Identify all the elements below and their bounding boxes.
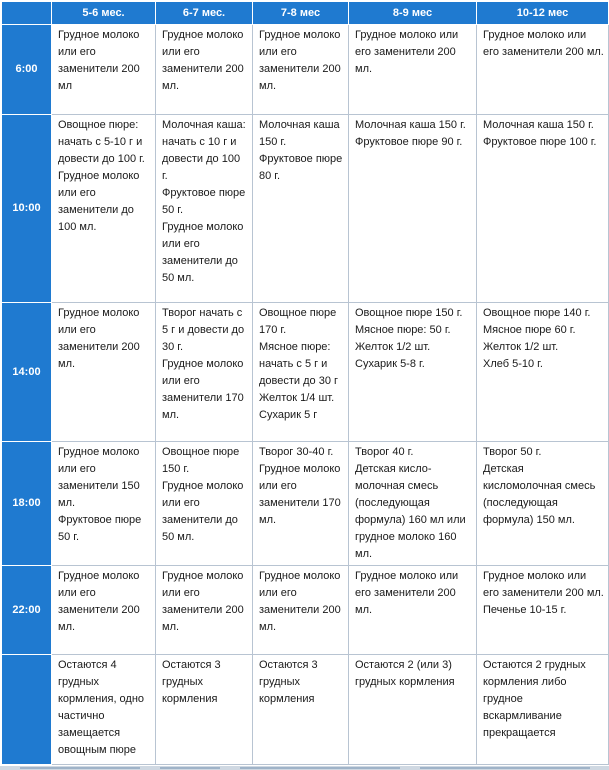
meal-cell (253, 442, 349, 566)
meal-item-text: Овощное пюре 150 г. (355, 307, 463, 319)
meal-item-text: Грудное молоко или его заменители 200 мл. (58, 570, 140, 633)
meal-item-text: Детская кисло-молочная смесь (последующая формула) 160 мл или грудное молоко 160 мл. (355, 463, 466, 560)
meal-cell (477, 303, 609, 442)
meal-cell (349, 115, 477, 303)
meal-cell (156, 442, 253, 566)
meal-item-text: Остаются 3 грудных кормления (162, 659, 221, 705)
meal-item-text: Мясное пюре 60 г. (483, 324, 576, 336)
meal-item-text: Грудное молоко или его заменители 200 мл (58, 29, 140, 92)
meal-item-text: Сухарик 5 г (259, 409, 318, 421)
time-cell: 14:00 (2, 303, 52, 442)
time-cell (2, 655, 52, 765)
meal-item-text: Грудное молоко или его заменители до 100 мл. (58, 170, 140, 233)
meal-item-text: Грудное молоко или его заменители 150 мл. (58, 446, 140, 509)
meal-item-text: Остаются 2 (или 3) грудных кормления (355, 659, 455, 688)
meal-item-text: Желток 1/2 шт. (355, 341, 431, 353)
meal-item-text: Остаются 4 грудных кормления, одно частично замещается овощным пюре (58, 659, 145, 756)
schedule-row (2, 655, 609, 765)
feeding-schedule-table (1, 1, 609, 765)
meal-item-text: Молочная каша 150 г. (355, 119, 466, 131)
divider-segment (240, 767, 400, 769)
meal-item-text: Грудное молоко или его заменители 170 мл. (162, 358, 244, 421)
meal-item-text: Творог 50 г. (483, 446, 542, 458)
divider-segment (420, 767, 590, 769)
meal-cell (477, 442, 609, 566)
meal-item-text: Желток 1/4 шт. (259, 392, 335, 404)
meal-item-text: Печенье 10-15 г. (483, 604, 567, 616)
meal-item-text: Желток 1/2 шт. (483, 341, 559, 353)
meal-item-text: Овощное пюре 170 г. (259, 307, 337, 336)
divider-segment (160, 767, 220, 769)
meal-cell (253, 655, 349, 765)
meal-cell (253, 566, 349, 655)
meal-cell (52, 442, 156, 566)
meal-item-text: Овощное пюре 150 г. (162, 446, 240, 475)
age-header-6-7: 6-7 мес. (156, 2, 253, 25)
meal-item-text: Остаются 2 грудных кормления либо грудное вскармливание прекращается (483, 659, 586, 739)
meal-item-text: Молочная каша 150 г. (483, 119, 594, 131)
age-header-8-9: 8-9 мес (349, 2, 477, 25)
meal-cell (477, 25, 609, 115)
meal-item-text: Грудное молоко или его заменители до 50 мл. (162, 480, 244, 543)
table-body (2, 25, 609, 765)
meal-cell (477, 115, 609, 303)
meal-item-text: Фруктовое пюре 80 г. (259, 153, 343, 182)
meal-cell (52, 303, 156, 442)
meal-item-text: Грудное молоко или его заменители 200 мл. (259, 570, 341, 633)
meal-item-text: Грудное молоко или его заменители 200 мл. (355, 29, 459, 75)
meal-item-text: Овощное пюре 140 г. (483, 307, 591, 319)
age-header-5-6: 5-6 мес. (52, 2, 156, 25)
meal-item-text: Фруктовое пюре 50 г. (58, 514, 142, 543)
meal-item-text: Фруктовое пюре 100 г. (483, 136, 597, 148)
meal-item-text: Молочная каша: начать с 10 г и довести до 100 г. (162, 119, 246, 182)
meal-item-text: Фруктовое пюре 90 г. (355, 136, 463, 148)
meal-item-text: Фруктовое пюре 50 г. (162, 187, 246, 216)
meal-item-text: Грудное молоко или его заменители до 50 мл. (162, 221, 244, 284)
meal-cell (156, 655, 253, 765)
schedule-row (2, 442, 609, 566)
meal-cell (52, 655, 156, 765)
meal-item-text: Грудное молоко или его заменители 200 мл. (58, 307, 140, 370)
schedule-row (2, 115, 609, 303)
meal-item-text: Молочная каша 150 г. (259, 119, 340, 148)
meal-cell (52, 25, 156, 115)
meal-cell (349, 303, 477, 442)
header-row (2, 2, 609, 25)
schedule-row (2, 566, 609, 655)
meal-item-text: Остаются 3 грудных кормления (259, 659, 318, 705)
meal-cell (349, 566, 477, 655)
meal-cell (253, 303, 349, 442)
meal-cell (349, 655, 477, 765)
meal-cell (156, 25, 253, 115)
meal-cell (349, 442, 477, 566)
meal-item-text: Творог 30-40 г. (259, 446, 334, 458)
time-cell: 6:00 (2, 25, 52, 115)
meal-cell (349, 25, 477, 115)
meal-cell (52, 115, 156, 303)
meal-item-text: Грудное молоко или его заменители 200 мл. (162, 570, 244, 633)
meal-item-text: Грудное молоко или его заменители 200 мл. (162, 29, 244, 92)
meal-cell (156, 566, 253, 655)
meal-item-text: Мясное пюре: 50 г. (355, 324, 451, 336)
table-header (2, 2, 609, 25)
meal-cell (253, 25, 349, 115)
meal-item-text: Творог начать с 5 г и довести до 30 г. (162, 307, 245, 353)
time-cell: 10:00 (2, 115, 52, 303)
meal-cell (52, 566, 156, 655)
age-header-10-12: 10-12 мес (477, 2, 609, 25)
meal-item-text: Детская кисломолочная смесь (последующая формула) 150 мл. (483, 463, 596, 526)
meal-cell (156, 115, 253, 303)
meal-item-text: Грудное молоко или его заменители 200 мл. (259, 29, 341, 92)
schedule-row (2, 25, 609, 115)
meal-item-text: Грудное молоко или его заменители 170 мл. (259, 463, 341, 526)
header-corner-cell (2, 2, 52, 25)
divider-segment (20, 767, 140, 769)
meal-item-text: Творог 40 г. (355, 446, 414, 458)
meal-item-text: Мясное пюре: начать с 5 г и довести до 30 г (259, 341, 339, 387)
meal-cell (477, 566, 609, 655)
time-cell: 22:00 (2, 566, 52, 655)
meal-item-text: Грудное молоко или его заменители 200 мл. (355, 570, 459, 616)
bottom-divider (0, 766, 609, 770)
meal-item-text: Овощное пюре: начать с 5-10 г и довести до 100 г. (58, 119, 145, 165)
meal-item-text: Сухарик 5-8 г. (355, 358, 425, 370)
meal-cell (477, 655, 609, 765)
meal-cell (156, 303, 253, 442)
schedule-row (2, 303, 609, 442)
meal-item-text: Грудное молоко или его заменители 200 мл. (483, 570, 604, 599)
meal-item-text: Хлеб 5-10 г. (483, 358, 543, 370)
meal-item-text: Грудное молоко или его заменители 200 мл. (483, 29, 604, 58)
time-cell: 18:00 (2, 442, 52, 566)
age-header-7-8: 7-8 мес (253, 2, 349, 25)
meal-cell (253, 115, 349, 303)
